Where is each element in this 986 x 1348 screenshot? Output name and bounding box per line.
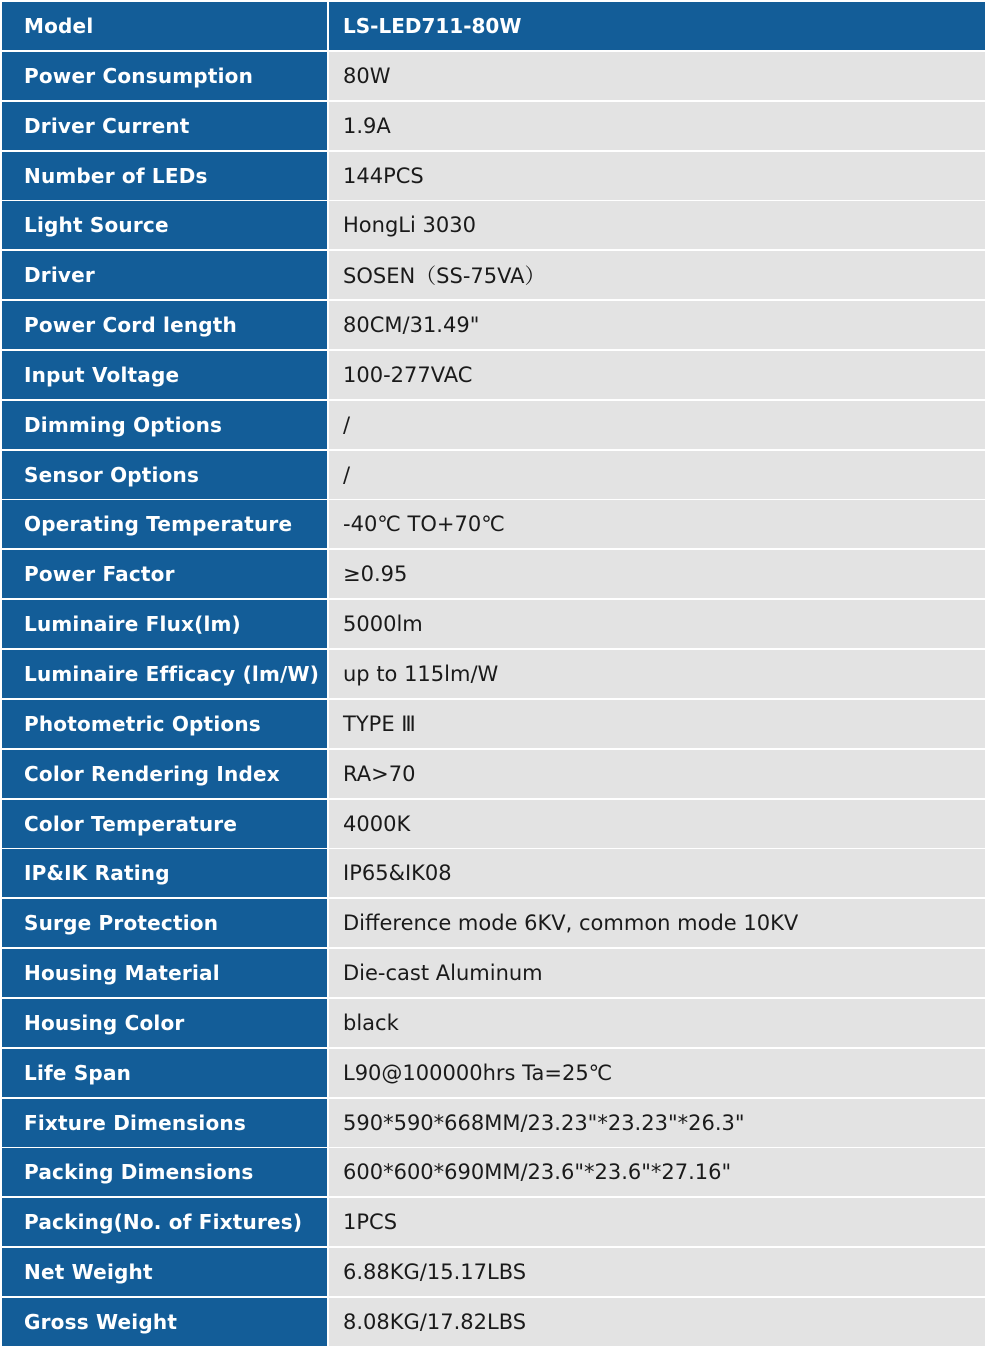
- spec-row: [2, 1049, 985, 1097]
- spec-row: [2, 102, 985, 150]
- spec-row: [2, 600, 985, 648]
- spec-value: L90@100000hrs Ta=25℃: [329, 1049, 985, 1097]
- spec-label: Packing(No. of Fixtures): [2, 1198, 329, 1246]
- spec-label: Net Weight: [2, 1248, 329, 1296]
- spec-row: [2, 152, 985, 200]
- spec-value: 144PCS: [329, 152, 985, 200]
- spec-label: Fixture Dimensions: [2, 1099, 329, 1147]
- spec-label: Light Source: [2, 201, 329, 249]
- spec-label: IP&IK Rating: [2, 849, 329, 897]
- spec-row: [2, 451, 985, 499]
- spec-label: Housing Color: [2, 999, 329, 1047]
- spec-value: 6.88KG/15.17LBS: [329, 1248, 985, 1296]
- spec-value: ≥0.95: [329, 550, 985, 598]
- spec-row: [2, 650, 985, 698]
- spec-label: Driver Current: [2, 102, 329, 150]
- spec-header-value: LS-LED711-80W: [329, 2, 985, 50]
- spec-label: Luminaire Efficacy (lm/W): [2, 650, 329, 698]
- spec-label: Power Cord length: [2, 301, 329, 349]
- spec-value: 600*600*690MM/23.6"*23.6"*27.16": [329, 1148, 985, 1196]
- spec-row: [2, 301, 985, 349]
- spec-label: Driver: [2, 251, 329, 299]
- spec-row: [2, 1099, 985, 1147]
- spec-label: Housing Material: [2, 949, 329, 997]
- spec-label: Surge Protection: [2, 899, 329, 947]
- spec-label: Luminaire Flux(lm): [2, 600, 329, 648]
- spec-value: 100-277VAC: [329, 351, 985, 399]
- spec-value: RA>70: [329, 750, 985, 798]
- spec-header-label: Model: [2, 2, 329, 50]
- spec-value: 4000K: [329, 800, 985, 848]
- spec-value: 8.08KG/17.82LBS: [329, 1298, 985, 1346]
- spec-label: Power Consumption: [2, 52, 329, 100]
- spec-value: SOSEN（SS-75VA）: [329, 251, 985, 299]
- spec-value: IP65&IK08: [329, 849, 985, 897]
- spec-value: Die-cast Aluminum: [329, 949, 985, 997]
- spec-label: Life Span: [2, 1049, 329, 1097]
- spec-row: [2, 1148, 985, 1196]
- spec-value: -40℃ TO+70℃: [329, 500, 985, 548]
- spec-value: Difference mode 6KV, common mode 10KV: [329, 899, 985, 947]
- spec-value: /: [329, 401, 985, 449]
- spec-row: [2, 800, 985, 848]
- spec-table: [2, 2, 985, 1346]
- spec-value: HongLi 3030: [329, 201, 985, 249]
- spec-label: Input Voltage: [2, 351, 329, 399]
- spec-label: Color Rendering Index: [2, 750, 329, 798]
- spec-label: Color Temperature: [2, 800, 329, 848]
- spec-label: Packing Dimensions: [2, 1148, 329, 1196]
- spec-value: 1.9A: [329, 102, 985, 150]
- spec-row: [2, 251, 985, 299]
- spec-label: Power Factor: [2, 550, 329, 598]
- spec-label: Gross Weight: [2, 1298, 329, 1346]
- spec-label: Number of LEDs: [2, 152, 329, 200]
- spec-row: [2, 700, 985, 748]
- spec-row: [2, 351, 985, 399]
- spec-row: [2, 949, 985, 997]
- spec-label: Photometric Options: [2, 700, 329, 748]
- spec-label: Dimming Options: [2, 401, 329, 449]
- spec-label: Sensor Options: [2, 451, 329, 499]
- spec-value: 80CM/31.49": [329, 301, 985, 349]
- spec-value: /: [329, 451, 985, 499]
- spec-row: [2, 550, 985, 598]
- spec-row: [2, 999, 985, 1047]
- spec-row: [2, 52, 985, 100]
- spec-value: black: [329, 999, 985, 1047]
- spec-label: Operating Temperature: [2, 500, 329, 548]
- spec-value: TYPE Ⅲ: [329, 700, 985, 748]
- spec-row: [2, 500, 985, 548]
- spec-value: 1PCS: [329, 1198, 985, 1246]
- spec-value: 80W: [329, 52, 985, 100]
- spec-row: [2, 750, 985, 798]
- spec-row: [2, 1298, 985, 1346]
- spec-row: [2, 201, 985, 249]
- spec-row: [2, 1248, 985, 1296]
- spec-header-row: [2, 2, 985, 50]
- spec-value: 5000lm: [329, 600, 985, 648]
- spec-value: up to 115lm/W: [329, 650, 985, 698]
- spec-row: [2, 1198, 985, 1246]
- spec-row: [2, 849, 985, 897]
- spec-row: [2, 899, 985, 947]
- spec-value: 590*590*668MM/23.23"*23.23"*26.3": [329, 1099, 985, 1147]
- spec-row: [2, 401, 985, 449]
